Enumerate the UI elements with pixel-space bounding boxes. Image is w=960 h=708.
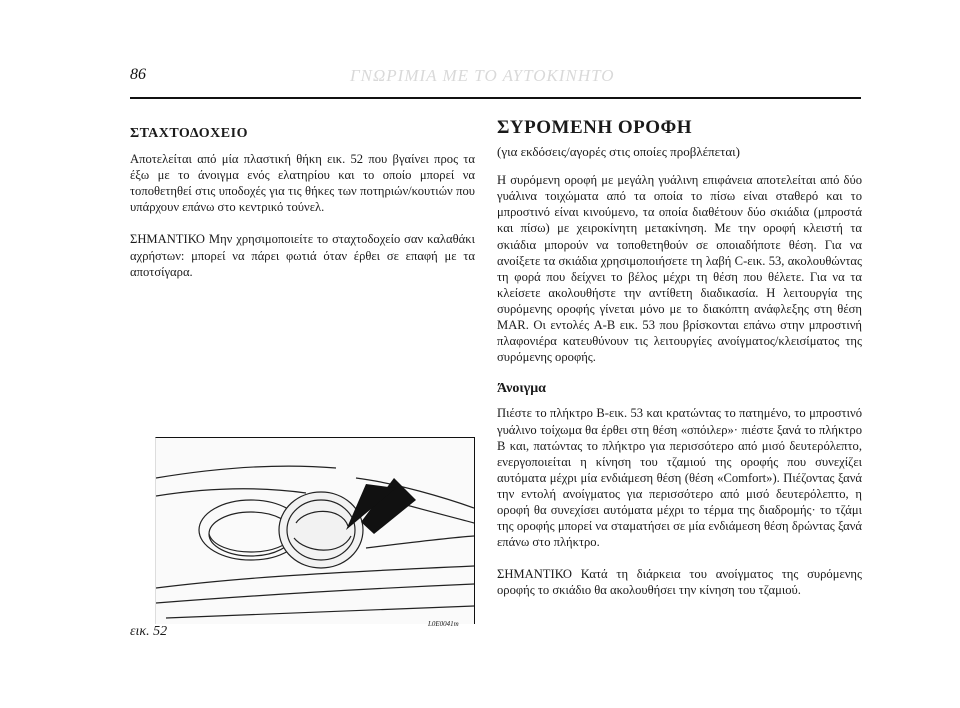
left-column xyxy=(130,126,475,296)
sunroof-paragraph: Η συρόμενη οροφή με μεγάλη γυάλινη επιφάνεια αποτελείται από δύο γυάλινα τοιχώματα από τα οποία το πίσω είναι σταθερό και το μπροστινό είναι κινούμενο, τα οποία διαθέτουν δύο σκιάδια (μπροστά και πίσω) με χειροκίνητη μετακίνηση. Με την οροφή κλειστή τα σκιάδια μπορούν να τοποθετηθούν σε οποιαδήποτε θέση. Για να ανοίξετε τα σκιάδια χρησιμοποιήσετε τη λαβή C-εικ. 53, ακολουθώντας τη φορά που δείχνει το βέλος μέχρι τη θέση που θέλετε. Για να τα κλείσετε ακολουθήστε την αντίθετη διαδικασία. Η λειτουργία της συρόμενης οροφής γίνεται μόνο με το διακόπτη ανάφλεξης στη θέση MAR. Οι εντολές A-B εικ. 53 που βρίσκονται επάνω στην μπροστινή πλαφονιέρα κατευθύνουν τις λειτουργίες ανοίγματος/κλεισίματος της συρόμενης οροφής. xyxy=(497,173,862,365)
ashtray-illustration xyxy=(156,438,474,624)
sunroof-subtitle: (για εκδόσεις/αγορές στις οποίες προβλέπεται) xyxy=(497,144,740,160)
page-number: 86 xyxy=(130,66,146,83)
figure-caption: εικ. 52 xyxy=(130,624,168,639)
opening-subheading: Άνοιγμα xyxy=(497,381,546,397)
sunroof-warning: ΣΗΜΑΝΤΙΚΟ Κατά τη διάρκεια του ανοίγματος της συρόμενης οροφής το σκιάδιο θα ακολουθήσει την κίνηση του τζαμιού. xyxy=(497,567,862,598)
figure-code: L0E0041m xyxy=(428,620,459,628)
running-title: ΓΝΩΡΙΜΙΑ ΜΕ ΤΟ ΑΥΤΟΚΙΝΗΤΟ xyxy=(350,66,615,85)
header-rule xyxy=(130,97,861,99)
right-column xyxy=(497,117,862,614)
opening-paragraph: Πιέστε το πλήκτρο B-εικ. 53 και κρατώντας το πατημένο, το μπροστινό γυάλινο τοίχωμα θα έρθει στη θέση «σπόιλερ»· πιέστε ξανά το πλήκτρο B και, πατώντας το πλήκτρο για περισσότερο από μισό δευτερόλεπτο, ενεργοποιείται η κίνηση του τζαμιού της οροφής που συνεχίζει αυτόματα μέχρι μία ενδιάμεση θέση (θέση «Comfort»). Πιέζοντας ξανά την εντολή ανοίγματος για περισσότερο από μισό δευτερόλεπτο, η οροφή θα συνεχίσει αυτόματα μέχρι το τέρμα της διαδρομής· το τζάμι της οροφής μπορεί να σταματήσει σε μία ενδιάμεση θέση δρώντας ξανά επάνω στο πλήκτρο. xyxy=(497,406,862,550)
sunroof-heading: ΣΥΡΟΜΕΝΗ ΟΡΟΦΗ xyxy=(497,117,693,138)
page-header xyxy=(130,66,850,90)
ashtray-heading: ΣΤΑΧΤΟΔΟΧΕΙΟ xyxy=(130,126,248,141)
figure-52 xyxy=(155,437,475,624)
ashtray-paragraph: Αποτελείται από μία πλαστική θήκη εικ. 52 που βγαίνει προς τα έξω με το άνοιγμα ενός ελατηρίου και το οποίο μπορεί να τοποθετηθεί στις υποδοχές για τις θήκες των ποτηριών/κουτιών που υπάρχουν επάνω στο κεντρικό τούνελ. xyxy=(130,152,475,215)
ashtray-warning: ΣΗΜΑΝΤΙΚΟ Μην χρησιμοποιείτε το σταχτοδοχείο σαν καλαθάκι αχρήστων: μπορεί να πάρει φωτιά όταν έρθει σε επαφή με τα αποτσίγαρα. xyxy=(130,232,475,279)
